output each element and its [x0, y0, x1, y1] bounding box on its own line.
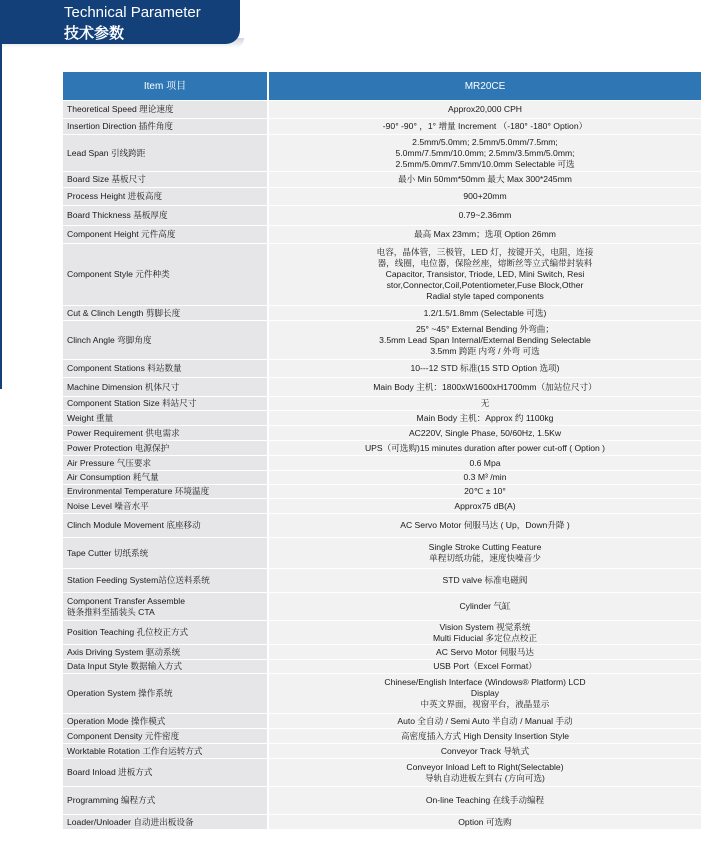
param-value-line: -90° -90° ，1° 增量 Increment （-180° -180° Option） [382, 121, 588, 131]
param-value-line: 3.5mm 跨距 内弯 / 外弯 可选 [430, 345, 540, 356]
param-value-line: 1.2/1.5/1.8mm (Selectable 可选) [423, 307, 547, 318]
param-value-line: 20℃ ± 10° [464, 486, 506, 496]
table-row [63, 744, 701, 759]
table-row [63, 456, 701, 471]
table-row [63, 119, 701, 135]
param-value-line: 最小 Min 50mm*50mm 最大 Max 300*245mm [398, 174, 572, 184]
param-name-line: Component Transfer Assemble [67, 595, 185, 606]
param-value [268, 119, 701, 135]
spec-table [63, 72, 701, 830]
table-row [63, 485, 701, 499]
param-name [63, 645, 268, 660]
table-row [63, 815, 701, 830]
param-name-line: Axis Driving System 驱动系统 [67, 646, 181, 657]
param-value [268, 645, 701, 660]
table-row [63, 499, 701, 514]
param-name-line: Power Requirement 供电需求 [67, 427, 180, 438]
param-value-line: 导轨自动进板左到右 (方向可选) [425, 772, 545, 783]
param-name [63, 172, 268, 188]
param-value-line: Capacitor, Transistor, Triode, LED, Mini Switch, Resi [385, 269, 585, 279]
param-value-line: Single Stroke Cutting Feature [428, 542, 542, 552]
table-row [63, 645, 701, 660]
param-name [63, 593, 268, 621]
table-row [63, 244, 701, 306]
table-row [63, 188, 701, 206]
param-value-line: Conveyor Inload Left to Right(Selectable) [406, 761, 564, 772]
table-row [63, 660, 701, 674]
param-name-line: Theoretical Speed 理论速度 [67, 104, 174, 114]
param-value [268, 188, 701, 206]
param-name [63, 815, 268, 830]
param-name-line: Component Style 元件种类 [67, 269, 170, 279]
param-name-line: Clinch Module Movement 底座移动 [67, 520, 201, 530]
param-value-line: Cylinder 气缸 [459, 601, 511, 611]
param-value [268, 538, 701, 569]
param-name [63, 397, 268, 411]
table-row [63, 674, 701, 714]
param-name [63, 188, 268, 206]
param-name [63, 101, 268, 119]
param-name-line: Lead Span 引线跨距 [67, 147, 146, 158]
param-name-line: Cut & Clinch Length 剪脚长度 [67, 307, 181, 318]
param-value [268, 729, 701, 744]
param-value [268, 244, 701, 306]
param-value [268, 485, 701, 499]
param-name [63, 485, 268, 499]
table-row [63, 426, 701, 441]
title-cn: 技术参数 [64, 25, 125, 42]
param-value-line: 2.5mm/5.0mm/7.5mm/10.0mm Selectable 可选 [395, 158, 575, 169]
param-value [268, 744, 701, 759]
param-name [63, 660, 268, 674]
param-name [63, 787, 268, 815]
param-value-line: 0.6 Mpa [469, 457, 501, 468]
param-name [63, 471, 268, 485]
param-value [268, 660, 701, 674]
param-value-line: 无 [480, 398, 490, 408]
table-row [63, 621, 701, 645]
table-row [63, 714, 701, 729]
table-row [63, 360, 701, 378]
param-value-line: 10---12 STD 标准(15 STD Option 选项) [410, 363, 560, 373]
param-name-line: Air Consumption 耗气量 [67, 472, 159, 482]
param-value-line: Multi Fiducial 多定位点校正 [432, 632, 538, 643]
table-row [63, 538, 701, 569]
param-value-line: Auto 全自动 / Semi Auto 半自动 / Manual 手动 [397, 715, 573, 726]
param-name-line: Board Inload 进板方式 [67, 767, 153, 777]
param-value-line: On-line Teaching 在线手动编程 [425, 795, 545, 805]
param-name-line: Clinch Angle 弯脚角度 [67, 334, 152, 345]
param-value [268, 441, 701, 456]
param-name-line: Environmental Temperature 环境温度 [67, 486, 210, 496]
table-row [63, 514, 701, 538]
param-name [63, 744, 268, 759]
param-name-line: 链条推料至插装头 CTA [67, 606, 155, 617]
left-accent-line [0, 44, 2, 389]
param-value [268, 674, 701, 714]
param-value [268, 593, 701, 621]
param-value-line: Main Body 主机：1800xW1600xH1700mm（加站位尺寸） [373, 381, 597, 392]
param-value [268, 321, 701, 360]
param-value [268, 456, 701, 471]
param-value-line: 900+20mm [463, 191, 507, 201]
param-value [268, 471, 701, 485]
param-value-line: 电容，晶体管，三极管，LED 灯，按键开关，电阻，连接 [376, 247, 594, 257]
param-value-line: AC Servo Motor 伺服马达 ( Up，Down升降 ) [400, 520, 570, 530]
param-value-line: UPS（可选购)15 minutes duration after power cut-off ( Option ) [364, 442, 606, 453]
param-name [63, 674, 268, 714]
param-value-line: Radial style taped components [426, 291, 544, 301]
table-header-row [63, 72, 701, 101]
param-name-line: Tape Cutter 切纸系统 [67, 547, 149, 558]
param-value [268, 569, 701, 593]
table-row [63, 471, 701, 485]
param-name-line: Process Height 进板高度 [67, 191, 163, 201]
param-name [63, 499, 268, 514]
param-name [63, 306, 268, 321]
table-row [63, 321, 701, 360]
param-name-line: Station Feeding System站位送料系统 [67, 575, 210, 585]
param-name [63, 621, 268, 645]
param-name [63, 456, 268, 471]
param-value [268, 411, 701, 426]
param-name-line: Machine Dimension 机体尺寸 [67, 381, 180, 392]
param-value-line: AC220V, Single Phase, 50/60Hz, 1.5Kw [408, 427, 562, 438]
param-value-line: Display [470, 688, 500, 698]
param-value-line: 25° ~45° External Bending 外弯曲； [416, 323, 554, 334]
param-value-line: 高密度插入方式 High Density Insertion Style [400, 730, 570, 741]
param-name-line: Noise Level 噪音水平 [67, 500, 149, 511]
param-value-line: Vision System 视觉系统 [439, 621, 531, 632]
param-value-line: Main Body 主机：Approx 约 1100kg [416, 412, 554, 423]
param-value [268, 759, 701, 787]
param-value-line: 最高 Max 23mm；选项 Option 26mm [414, 229, 556, 239]
header-model: MR20CE [268, 72, 701, 101]
table-row [63, 411, 701, 426]
table-row [63, 729, 701, 744]
table-row [63, 206, 701, 226]
param-value-line: 中英文界面，视窗平台，液晶显示 [420, 699, 550, 709]
param-name-line: Air Pressure 气压要求 [67, 457, 152, 468]
param-name [63, 514, 268, 538]
section-header [0, 0, 240, 44]
table-row [63, 593, 701, 621]
param-value-line: stor,Connector,Coil,Potentiometer,Fuse Block,Other [386, 280, 584, 290]
param-value [268, 815, 701, 830]
param-value [268, 135, 701, 172]
table-row [63, 787, 701, 815]
param-name-line: Programming 编程方式 [67, 795, 156, 805]
param-name [63, 226, 268, 244]
param-name-line: Operation System 操作系统 [67, 688, 173, 698]
param-name [63, 426, 268, 441]
param-name-line: Component Station Size 料站尺寸 [67, 398, 197, 408]
table-row [63, 135, 701, 172]
table-row [63, 172, 701, 188]
param-value-line: Approx20,000 CPH [447, 104, 523, 114]
param-value [268, 226, 701, 244]
param-name-line: Insertion Direction 插件角度 [67, 121, 174, 131]
param-value [268, 360, 701, 378]
table-row [63, 101, 701, 119]
param-value [268, 426, 701, 441]
param-value-line: 5.0mm/7.5mm/10.0mm; 2.5mm/3.5mm/5.0mm; [395, 147, 575, 158]
param-value [268, 621, 701, 645]
param-value-line: 器，线圈，电位器，保险丝座，熔断丝等立式编带封装料 [377, 258, 593, 268]
table-row [63, 306, 701, 321]
param-value-line: 0.79~2.36mm [458, 210, 512, 220]
table-row [63, 759, 701, 787]
param-name [63, 569, 268, 593]
param-name-line: Weight 重量 [67, 412, 114, 423]
table-row [63, 397, 701, 411]
table-row [63, 441, 701, 456]
param-name [63, 411, 268, 426]
param-value-line: Conveyor Track 导轨式 [440, 745, 530, 756]
param-value [268, 514, 701, 538]
param-name [63, 759, 268, 787]
table-row [63, 378, 701, 397]
param-name-line: Component Stations 料站数量 [67, 363, 182, 373]
param-name [63, 135, 268, 172]
param-name [63, 729, 268, 744]
param-name-line: Power Protection 电源保护 [67, 442, 170, 453]
param-value [268, 378, 701, 397]
param-value-line: STD valve 标准电磁阀 [442, 575, 528, 585]
param-value [268, 206, 701, 226]
param-value [268, 499, 701, 514]
param-value [268, 714, 701, 729]
param-name [63, 206, 268, 226]
param-value [268, 101, 701, 119]
param-value [268, 397, 701, 411]
table-row [63, 569, 701, 593]
param-value-line: Approx75 dB(A) [454, 500, 516, 511]
table-row [63, 226, 701, 244]
param-value [268, 306, 701, 321]
param-value [268, 172, 701, 188]
param-name [63, 714, 268, 729]
param-value-line: 单程切纸功能，速度快噪音少 [429, 553, 541, 563]
param-value-line: 3.5mm Lead Span Internal/External Bending Selectable [379, 334, 591, 345]
param-value-line: 2.5mm/5.0mm; 2.5mm/5.0mm/7.5mm; [412, 136, 558, 147]
param-name [63, 378, 268, 397]
param-name [63, 321, 268, 360]
param-name-line: Position Teaching 孔位校正方式 [67, 627, 189, 637]
param-name-line: Board Thickness 基板厚度 [67, 210, 168, 220]
param-name-line: Board Size 基板尺寸 [67, 174, 146, 184]
param-name [63, 538, 268, 569]
param-value-line: USB Port（Excel Format） [433, 661, 537, 671]
param-value [268, 787, 701, 815]
param-name [63, 119, 268, 135]
title-en: Technical Parameter [64, 4, 201, 21]
param-name-line: Component Density 元件密度 [67, 730, 180, 741]
param-value-line: 0.3 M³ /min [463, 472, 507, 482]
param-name [63, 244, 268, 306]
param-name [63, 441, 268, 456]
param-name [63, 360, 268, 378]
header-item: Item 项目 [63, 72, 268, 101]
param-name-line: Operation Mode 操作模式 [67, 715, 166, 726]
param-name-line: Component Height 元件高度 [67, 229, 176, 239]
param-value-line: Chinese/English Interface (Windows® Platform) LCD [384, 677, 586, 687]
param-name-line: Data Input Style 数据输入方式 [67, 661, 183, 671]
param-value-line: Option 可选购 [458, 816, 512, 827]
param-value-line: AC Servo Motor 伺服马达 [436, 646, 534, 657]
param-name-line: Worktable Rotation 工作台运转方式 [67, 745, 203, 756]
param-name-line: Loader/Unloader 自动进出板设备 [67, 816, 194, 827]
